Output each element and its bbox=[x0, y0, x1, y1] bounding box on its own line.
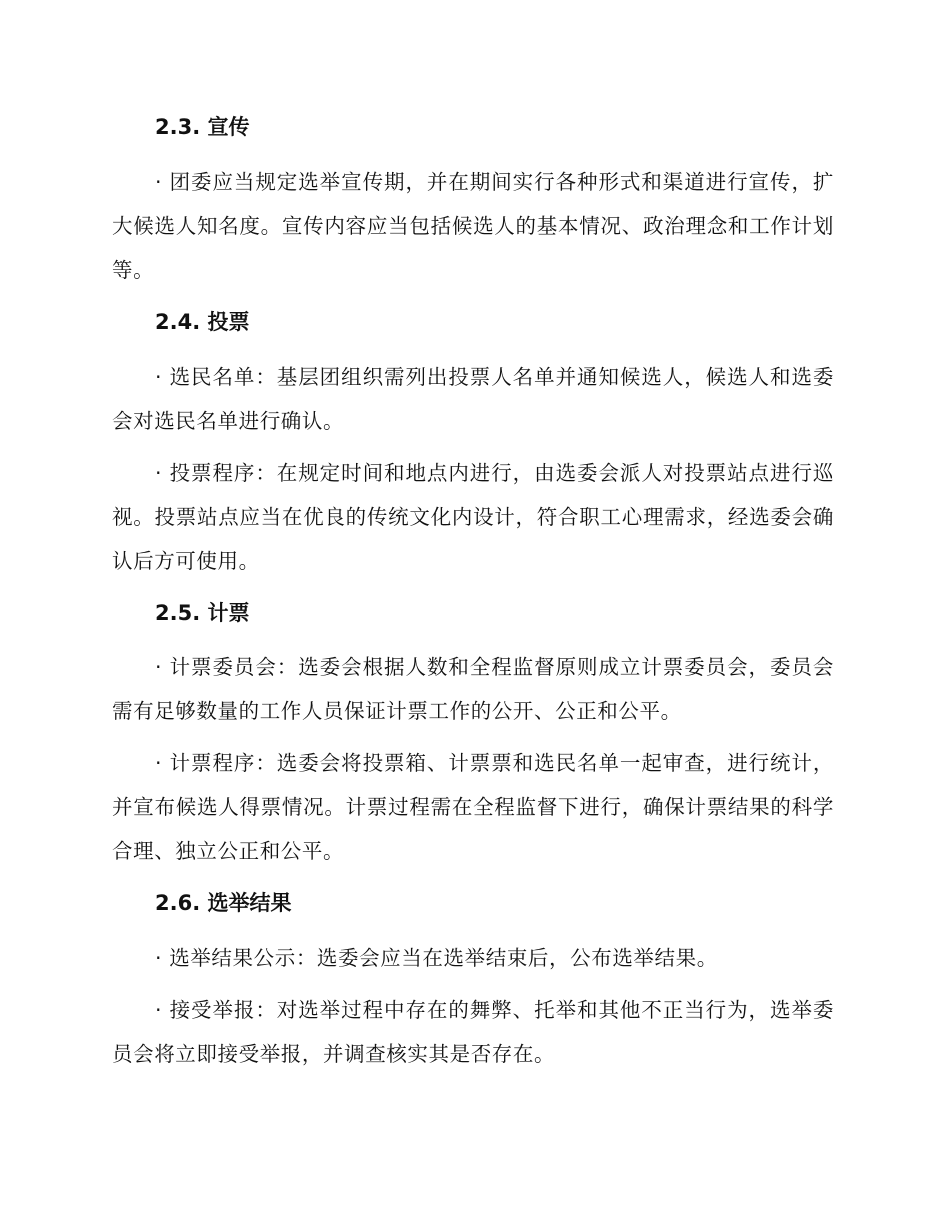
paragraph-publicity: · 团委应当规定选举宣传期，并在期间实行各种形式和渠道进行宣传，扩大候选人知名度。宣传内容应当包括候选人的基本情况、政治理念和工作计划等。 bbox=[112, 170, 834, 282]
section-heading-results: 2.6. 选举结果 bbox=[155, 891, 292, 915]
paragraph-results-announcement: · 选举结果公示：选委会应当在选举结束后，公布选举结果。 bbox=[155, 946, 718, 970]
section-heading-publicity: 2.3. 宣传 bbox=[155, 115, 250, 139]
paragraph-counting-committee: · 计票委员会：选委会根据人数和全程监督原则成立计票委员会，委员会需有足够数量的工作人员保证计票工作的公开、公正和公平。 bbox=[112, 655, 834, 723]
paragraph-counting-procedure: · 计票程序：选委会将投票箱、计票票和选民名单一起审查，进行统计，并宣布候选人得票情况。计票过程需在全程监督下进行，确保计票结果的科学合理、独立公正和公平。 bbox=[112, 751, 834, 863]
paragraph-voter-list: · 选民名单：基层团组织需列出投票人名单并通知候选人，候选人和选委会对选民名单进行确认。 bbox=[112, 365, 834, 433]
section-heading-counting: 2.5. 计票 bbox=[155, 601, 250, 625]
paragraph-accept-reports: · 接受举报：对选举过程中存在的舞弊、托举和其他不正当行为，选举委员会将立即接受举报，并调查核实其是否存在。 bbox=[112, 998, 834, 1066]
section-heading-voting: 2.4. 投票 bbox=[155, 310, 250, 334]
paragraph-voting-procedure: · 投票程序：在规定时间和地点内进行，由选委会派人对投票站点进行巡视。投票站点应当在优良的传统文化内设计，符合职工心理需求，经选委会确认后方可使用。 bbox=[112, 461, 834, 573]
